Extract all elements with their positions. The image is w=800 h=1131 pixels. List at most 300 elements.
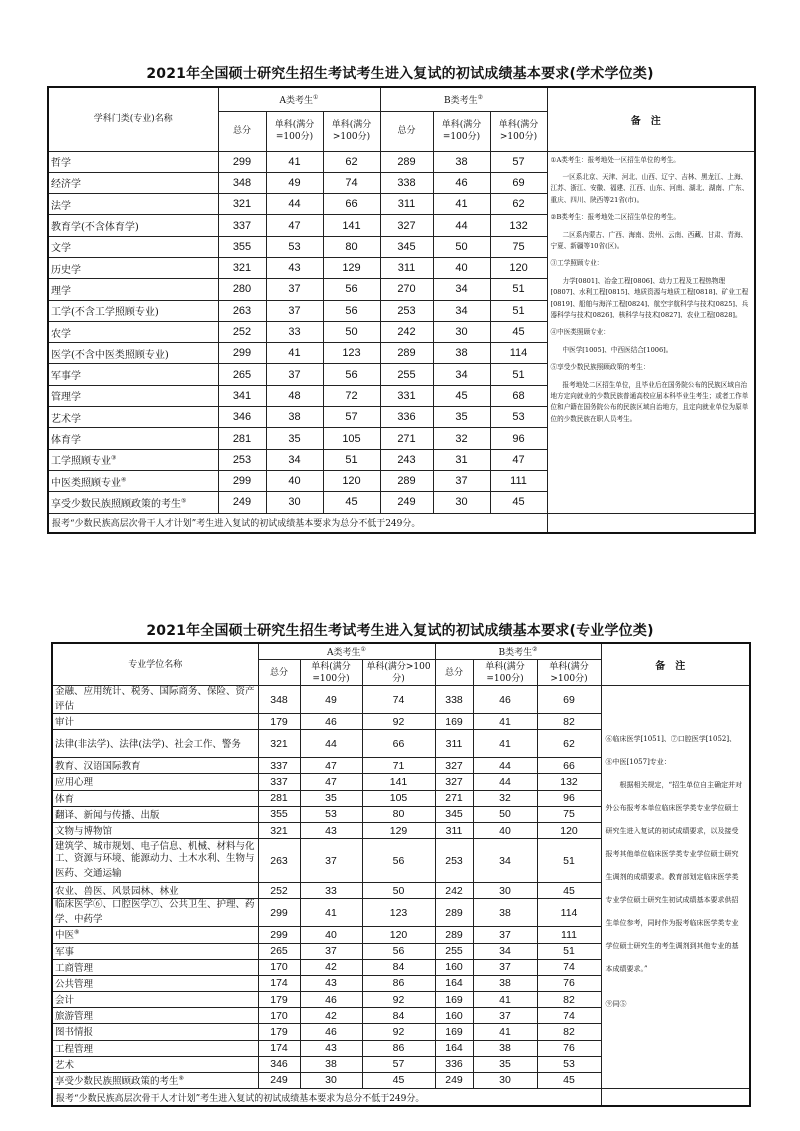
score-a-1: 53 [266, 236, 323, 257]
score-a-1: 41 [266, 151, 323, 172]
score-b-1: 38 [433, 151, 490, 172]
score-a-2: 105 [323, 428, 380, 449]
score-a-1: 43 [300, 975, 362, 991]
score-a-1: 42 [300, 1008, 362, 1024]
score-b-1: 37 [473, 927, 537, 943]
subject-name: 法学 [48, 194, 218, 215]
score-a-0: 337 [258, 774, 300, 790]
score-a-1: 46 [300, 714, 362, 730]
score-b-2: 51 [490, 364, 547, 385]
score-b-1: 44 [433, 215, 490, 236]
header-a-single-high: 单科(满分>100分) [362, 660, 435, 686]
score-b-2: 82 [537, 1024, 601, 1040]
score-a-0: 321 [258, 822, 300, 838]
score-b-2: 62 [490, 194, 547, 215]
score-b-0: 311 [435, 822, 473, 838]
score-b-1: 32 [473, 790, 537, 806]
score-b-2: 75 [537, 806, 601, 822]
score-b-2: 96 [537, 790, 601, 806]
score-b-1: 37 [433, 470, 490, 491]
score-b-2: 53 [537, 1056, 601, 1072]
degree-name: 体育 [52, 790, 258, 806]
score-a-1: 38 [300, 1056, 362, 1072]
header-group-a: A类考生① [258, 643, 435, 660]
score-b-0: 327 [435, 758, 473, 774]
header-a-single-low: 单科(满分=100分) [266, 111, 323, 151]
score-a-1: 49 [300, 686, 362, 714]
subject-name: 文学 [48, 236, 218, 257]
header-remarks: 备注 [601, 643, 750, 686]
score-a-2: 80 [362, 806, 435, 822]
score-b-1: 45 [433, 385, 490, 406]
score-b-1: 40 [433, 257, 490, 278]
score-b-0: 169 [435, 1024, 473, 1040]
subject-name: 理学 [48, 279, 218, 300]
score-b-0: 327 [435, 774, 473, 790]
score-a-1: 53 [300, 806, 362, 822]
score-b-1: 41 [473, 1024, 537, 1040]
score-b-2: 111 [490, 470, 547, 491]
footnote: 报考“少数民族高层次骨干人才计划”考生进入复试的初试成绩基本要求为总分不低于249分。 [48, 513, 547, 533]
score-a-2: 123 [323, 343, 380, 364]
score-a-2: 66 [323, 194, 380, 215]
score-b-2: 96 [490, 428, 547, 449]
degree-name: 图书情报 [52, 1024, 258, 1040]
score-a-2: 86 [362, 975, 435, 991]
academic-degree-table [47, 86, 756, 534]
score-b-1: 35 [473, 1056, 537, 1072]
footnote-row [48, 513, 755, 533]
score-a-0: 179 [258, 992, 300, 1008]
note-line: 二区系内蒙古、广西、海南、贵州、云南、西藏、甘肃、青海、宁夏、新疆等10省(区)。 [550, 230, 748, 250]
score-b-2: 132 [490, 215, 547, 236]
score-a-2: 84 [362, 959, 435, 975]
score-a-2: 56 [323, 364, 380, 385]
subject-name: 工学照顾专业③ [48, 449, 218, 470]
score-a-0: 170 [258, 959, 300, 975]
score-a-0: 174 [258, 975, 300, 991]
score-b-1: 37 [473, 959, 537, 975]
score-b-1: 41 [473, 730, 537, 758]
note-line: 中医学[1005]、中西医结合[1006]。 [562, 345, 673, 354]
score-a-2: 56 [323, 300, 380, 321]
score-b-1: 31 [433, 449, 490, 470]
score-a-0: 299 [218, 151, 266, 172]
score-a-1: 40 [300, 927, 362, 943]
score-a-0: 281 [258, 790, 300, 806]
degree-name: 农业、兽医、风景园林、林业 [52, 883, 258, 899]
score-a-0: 252 [218, 321, 266, 342]
footnote-blank [547, 513, 755, 533]
score-b-1: 38 [473, 899, 537, 927]
degree-name: 翻译、新闻与传播、出版 [52, 806, 258, 822]
score-a-2: 74 [323, 172, 380, 193]
score-a-2: 120 [323, 470, 380, 491]
score-b-0: 243 [380, 449, 433, 470]
header-b-single-low: 单科(满分=100分) [433, 111, 490, 151]
subject-name: 体育学 [48, 428, 218, 449]
degree-name: 军事 [52, 943, 258, 959]
score-b-0: 345 [435, 806, 473, 822]
score-b-1: 30 [433, 321, 490, 342]
score-b-0: 289 [380, 343, 433, 364]
score-a-0: 179 [258, 1024, 300, 1040]
header-b-total: 总分 [435, 660, 473, 686]
subject-name: 军事学 [48, 364, 218, 385]
score-a-0: 355 [258, 806, 300, 822]
score-a-2: 72 [323, 385, 380, 406]
note-line: ⑧中医[1057]专业： [605, 758, 671, 766]
score-b-0: 249 [435, 1072, 473, 1088]
score-a-0: 299 [218, 470, 266, 491]
score-b-2: 75 [490, 236, 547, 257]
remarks-notes [547, 151, 755, 513]
score-b-0: 242 [380, 321, 433, 342]
score-a-0: 174 [258, 1040, 300, 1056]
note-line: ⑤享受少数民族照顾政策的考生： [550, 363, 650, 372]
score-a-2: 56 [362, 943, 435, 959]
note-line: 一区系北京、天津、河北、山西、辽宁、吉林、黑龙江、上海、江苏、浙江、安徽、福建、江西、山东、河南、湖北、湖南、广东、重庆、四川、陕西等21省(市)。 [550, 172, 749, 204]
score-a-1: 41 [266, 343, 323, 364]
score-b-2: 132 [537, 774, 601, 790]
score-a-1: 44 [300, 730, 362, 758]
subject-name: 管理学 [48, 385, 218, 406]
note-line: ②B类考生：报考地处二区招生单位的考生。 [550, 213, 680, 222]
header-b-single-high: 单科(满分>100分) [537, 660, 601, 686]
score-a-0: 337 [258, 758, 300, 774]
score-b-1: 34 [433, 300, 490, 321]
score-b-2: 51 [490, 279, 547, 300]
score-b-2: 69 [490, 172, 547, 193]
score-b-0: 253 [380, 300, 433, 321]
score-b-2: 82 [537, 992, 601, 1008]
score-a-1: 33 [300, 883, 362, 899]
score-a-2: 92 [362, 1024, 435, 1040]
score-a-2: 51 [323, 449, 380, 470]
degree-name: 审计 [52, 714, 258, 730]
score-b-1: 44 [473, 758, 537, 774]
degree-name: 应用心理 [52, 774, 258, 790]
score-b-0: 270 [380, 279, 433, 300]
score-a-1: 42 [300, 959, 362, 975]
score-a-2: 120 [362, 927, 435, 943]
score-b-1: 40 [473, 822, 537, 838]
score-a-0: 253 [218, 449, 266, 470]
score-b-1: 30 [473, 883, 537, 899]
note-line: 报考地处二区招生单位，且毕业后在国务院公布的民族区域自治地方定向就业的少数民族普通高校应届本科毕业生考生；或者工作单位和户籍在国务院公布的民族区域自治地方，且定向就业单位为原单位的少数民族在职人员考生。 [550, 380, 749, 423]
score-a-1: 41 [300, 899, 362, 927]
score-b-2: 69 [537, 686, 601, 714]
score-b-0: 289 [435, 899, 473, 927]
header-group-b: B类考生② [435, 643, 601, 660]
score-a-0: 321 [218, 257, 266, 278]
score-b-1: 44 [473, 774, 537, 790]
score-a-1: 30 [300, 1072, 362, 1088]
score-a-0: 299 [258, 927, 300, 943]
score-a-0: 281 [218, 428, 266, 449]
professional-degree-table [51, 642, 751, 1107]
score-b-2: 57 [490, 151, 547, 172]
note-line: ③工学照顾专业： [550, 259, 604, 268]
score-b-0: 311 [380, 194, 433, 215]
score-a-1: 47 [300, 758, 362, 774]
header-a-total: 总分 [258, 660, 300, 686]
score-a-1: 46 [300, 992, 362, 1008]
score-a-0: 263 [258, 839, 300, 883]
table-row [48, 151, 755, 172]
score-b-2: 51 [537, 839, 601, 883]
score-a-2: 80 [323, 236, 380, 257]
score-a-1: 37 [266, 364, 323, 385]
score-b-0: 289 [435, 927, 473, 943]
score-a-2: 74 [362, 686, 435, 714]
score-b-0: 271 [435, 790, 473, 806]
score-a-2: 86 [362, 1040, 435, 1056]
header-degree-name: 专业学位名称 [52, 643, 258, 686]
score-a-1: 48 [266, 385, 323, 406]
score-a-0: 346 [258, 1056, 300, 1072]
degree-name: 享受少数民族照顾政策的考生⑨ [52, 1072, 258, 1088]
degree-name: 文物与博物馆 [52, 822, 258, 838]
degree-name: 会计 [52, 992, 258, 1008]
header-a-total: 总分 [218, 111, 266, 151]
header-b-single-low: 单科(满分=100分) [473, 660, 537, 686]
score-b-0: 160 [435, 959, 473, 975]
score-b-1: 34 [473, 943, 537, 959]
score-a-0: 321 [218, 194, 266, 215]
score-a-0: 249 [258, 1072, 300, 1088]
score-b-1: 30 [433, 492, 490, 513]
note-line: ⑥临床医学[1051]、⑦口腔医学[1052]、 [605, 735, 737, 743]
degree-name: 中医⑧ [52, 927, 258, 943]
score-b-0: 271 [380, 428, 433, 449]
table2-title: 2021年全国硕士研究生招生考试考生进入复试的初试成绩基本要求(专业学位类) [146, 623, 654, 639]
degree-name: 工程管理 [52, 1040, 258, 1056]
score-a-2: 129 [323, 257, 380, 278]
score-a-1: 37 [266, 279, 323, 300]
score-a-0: 265 [218, 364, 266, 385]
score-b-1: 50 [433, 236, 490, 257]
score-b-0: 255 [380, 364, 433, 385]
score-b-1: 32 [433, 428, 490, 449]
score-b-1: 34 [433, 279, 490, 300]
score-b-0: 289 [380, 151, 433, 172]
score-a-0: 263 [218, 300, 266, 321]
score-a-2: 92 [362, 714, 435, 730]
score-a-0: 341 [218, 385, 266, 406]
score-b-0: 160 [435, 1008, 473, 1024]
score-b-2: 74 [537, 1008, 601, 1024]
score-a-1: 37 [300, 839, 362, 883]
score-b-2: 47 [490, 449, 547, 470]
score-a-1: 43 [300, 1040, 362, 1056]
score-b-0: 311 [435, 730, 473, 758]
score-b-1: 46 [473, 686, 537, 714]
subject-name: 经济学 [48, 172, 218, 193]
score-b-1: 34 [473, 839, 537, 883]
score-a-0: 355 [218, 236, 266, 257]
score-b-1: 41 [473, 714, 537, 730]
score-a-1: 47 [300, 774, 362, 790]
degree-name: 公共管理 [52, 975, 258, 991]
score-b-0: 164 [435, 1040, 473, 1056]
score-a-0: 249 [218, 492, 266, 513]
score-a-1: 47 [266, 215, 323, 236]
degree-name: 教育、汉语国际教育 [52, 758, 258, 774]
score-a-1: 40 [266, 470, 323, 491]
score-b-0: 289 [380, 470, 433, 491]
score-a-1: 43 [266, 257, 323, 278]
score-a-2: 71 [362, 758, 435, 774]
note-line: 力学[0801]、冶金工程[0806]、动力工程及工程热物理[0807]、水利工程[0815]、地质资源与地质工程[0818]、矿业工程[0819]、船舶与海洋工程[0824]、航空宇航科学与技术[0825]、兵器科学与技术[0826]、核科学与技术[0827]、农业工程[0828]。 [550, 276, 749, 319]
header-a-single-high: 单科(满分>100分) [323, 111, 380, 151]
score-b-2: 76 [537, 975, 601, 991]
subject-name: 农学 [48, 321, 218, 342]
score-a-1: 35 [266, 428, 323, 449]
score-a-2: 141 [323, 215, 380, 236]
score-b-1: 34 [433, 364, 490, 385]
score-b-0: 336 [380, 407, 433, 428]
score-b-2: 51 [490, 300, 547, 321]
score-b-1: 50 [473, 806, 537, 822]
score-b-2: 114 [537, 899, 601, 927]
header-a-single-low: 单科(满分=100分) [300, 660, 362, 686]
score-a-0: 299 [218, 343, 266, 364]
score-b-2: 45 [537, 1072, 601, 1088]
score-a-1: 35 [300, 790, 362, 806]
header-b-single-high: 单科(满分>100分) [490, 111, 547, 151]
score-b-2: 120 [490, 257, 547, 278]
score-b-2: 76 [537, 1040, 601, 1056]
score-a-1: 33 [266, 321, 323, 342]
score-b-1: 38 [473, 975, 537, 991]
score-a-0: 348 [218, 172, 266, 193]
degree-name: 法律(非法学)、法律(法学)、社会工作、警务 [52, 730, 258, 758]
header-b-total: 总分 [380, 111, 433, 151]
degree-name: 临床医学⑥、口腔医学⑦、公共卫生、护理、药学、中药学 [52, 899, 258, 927]
degree-name: 工商管理 [52, 959, 258, 975]
score-a-1: 34 [266, 449, 323, 470]
degree-name: 旅游管理 [52, 1008, 258, 1024]
header-group-b: B类考生② [380, 87, 547, 111]
subject-name: 艺术学 [48, 407, 218, 428]
score-b-0: 338 [435, 686, 473, 714]
score-a-2: 57 [362, 1056, 435, 1072]
score-b-1: 30 [473, 1072, 537, 1088]
score-a-0: 170 [258, 1008, 300, 1024]
note-line: ①A类考生：报考地处一区招生单位的考生。 [550, 155, 680, 164]
footnote: 报考“少数民族高层次骨干人才计划”考生进入复试的初试成绩基本要求为总分不低于249分。 [52, 1088, 601, 1106]
score-b-2: 45 [537, 883, 601, 899]
score-b-1: 41 [433, 194, 490, 215]
score-b-1: 37 [473, 1008, 537, 1024]
score-b-1: 38 [433, 343, 490, 364]
degree-name: 金融、应用统计、税务、国际商务、保险、资产评估 [52, 686, 258, 714]
score-a-1: 44 [266, 194, 323, 215]
score-b-2: 45 [490, 321, 547, 342]
note-line: 根据相关规定，“招生单位自主确定并对外公布报考本单位临床医学类专业学位硕士研究生进入复试的初试成绩要求，以及接受报考其他单位临床医学类专业学位硕士研究生调剂的成绩要求。教育部划定临床医学类专业学位硕士研究生初试成绩基本要求供招生单位参考，同时作为报考临床医学类专业学位硕士研究生的考生调剂到其他专业的基本成绩要求。” [605, 781, 743, 973]
header-group-a: A类考生① [218, 87, 380, 111]
note-line: ⑨同⑤ [605, 1000, 627, 1008]
score-b-0: 338 [380, 172, 433, 193]
score-a-2: 57 [323, 407, 380, 428]
score-b-1: 46 [433, 172, 490, 193]
score-b-0: 242 [435, 883, 473, 899]
score-a-2: 56 [323, 279, 380, 300]
note-line: ④中医类照顾专业： [550, 328, 610, 337]
score-b-2: 111 [537, 927, 601, 943]
score-a-0: 346 [218, 407, 266, 428]
score-b-2: 120 [537, 822, 601, 838]
degree-name: 艺术 [52, 1056, 258, 1072]
score-b-2: 51 [537, 943, 601, 959]
score-a-0: 179 [258, 714, 300, 730]
score-a-2: 129 [362, 822, 435, 838]
score-a-0: 252 [258, 883, 300, 899]
subject-name: 历史学 [48, 257, 218, 278]
score-b-2: 82 [537, 714, 601, 730]
header-subject-name: 学科门类(专业)名称 [48, 87, 218, 151]
score-b-1: 41 [473, 992, 537, 1008]
score-a-2: 92 [362, 992, 435, 1008]
subject-name: 教育学(不含体育学) [48, 215, 218, 236]
score-a-1: 37 [266, 300, 323, 321]
score-b-0: 255 [435, 943, 473, 959]
score-a-0: 265 [258, 943, 300, 959]
score-a-0: 337 [218, 215, 266, 236]
score-b-0: 169 [435, 714, 473, 730]
score-a-0: 280 [218, 279, 266, 300]
score-b-0: 327 [380, 215, 433, 236]
footnote-blank [601, 1088, 750, 1106]
score-b-2: 62 [537, 730, 601, 758]
score-b-2: 66 [537, 758, 601, 774]
score-b-2: 53 [490, 407, 547, 428]
score-b-1: 35 [433, 407, 490, 428]
score-a-2: 105 [362, 790, 435, 806]
score-a-0: 299 [258, 899, 300, 927]
score-b-2: 68 [490, 385, 547, 406]
table1-title: 2021年全国硕士研究生招生考试考生进入复试的初试成绩基本要求(学术学位类) [146, 66, 654, 82]
score-a-2: 141 [362, 774, 435, 790]
score-b-0: 311 [380, 257, 433, 278]
score-a-2: 50 [362, 883, 435, 899]
score-b-0: 169 [435, 992, 473, 1008]
score-a-2: 56 [362, 839, 435, 883]
subject-name: 哲学 [48, 151, 218, 172]
score-a-1: 30 [266, 492, 323, 513]
score-a-2: 45 [362, 1072, 435, 1088]
score-b-0: 249 [380, 492, 433, 513]
table-row [52, 686, 750, 714]
score-a-1: 49 [266, 172, 323, 193]
score-a-2: 45 [323, 492, 380, 513]
score-a-0: 321 [258, 730, 300, 758]
score-a-1: 43 [300, 822, 362, 838]
score-a-2: 62 [323, 151, 380, 172]
score-b-0: 253 [435, 839, 473, 883]
remarks-notes [601, 686, 750, 1089]
score-b-0: 331 [380, 385, 433, 406]
score-a-2: 50 [323, 321, 380, 342]
score-b-2: 74 [537, 959, 601, 975]
score-b-2: 114 [490, 343, 547, 364]
score-a-2: 66 [362, 730, 435, 758]
score-a-1: 37 [300, 943, 362, 959]
subject-name: 中医类照顾专业④ [48, 470, 218, 491]
subject-name: 工学(不含工学照顾专业) [48, 300, 218, 321]
score-b-0: 336 [435, 1056, 473, 1072]
